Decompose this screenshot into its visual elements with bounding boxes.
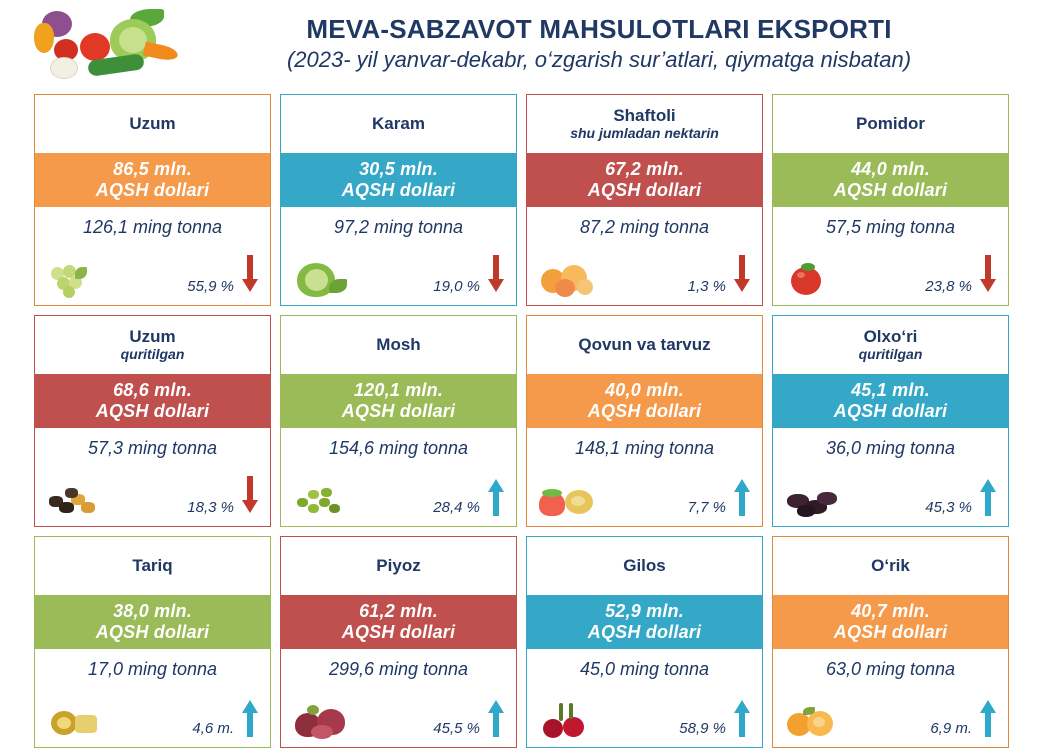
card-volume: 57,3 ming tonna [87, 437, 218, 458]
card-value-currency: AQSH dollari [95, 622, 210, 642]
card-title-main: Uzum [129, 114, 176, 134]
card-value-amount: 44,0 mln. [851, 158, 930, 179]
card-value-amount: 40,0 mln. [605, 379, 684, 400]
card-title-main: Karam [372, 114, 425, 134]
card-change-value: 28,4 % [433, 499, 480, 516]
card-volume: 57,5 ming tonna [825, 216, 956, 237]
card-title-main: Piyoz [376, 556, 421, 576]
raisins-icon [45, 480, 107, 520]
card-title-main: Gilos [623, 556, 666, 576]
card-title [35, 316, 270, 374]
card-title-main: Uzum [129, 327, 176, 347]
product-card-olxori-quritilgan [772, 315, 1009, 527]
arrow-up-icon [488, 697, 504, 737]
product-card-karam [280, 94, 517, 306]
card-title [527, 316, 762, 374]
product-card-pomidor [772, 94, 1009, 306]
card-value-band [527, 595, 762, 649]
arrow-down-icon [242, 255, 258, 295]
card-title-sub: quritilgan [858, 346, 923, 363]
card-value-band [281, 595, 516, 649]
card-title [281, 537, 516, 595]
header-text [184, 15, 1044, 74]
card-value-amount: 52,9 mln. [605, 600, 684, 621]
card-bottom [281, 689, 516, 747]
page-title: MEVA-SABZAVOT MAHSULOTLARI EKSPORTI [306, 13, 892, 44]
card-bottom [35, 468, 270, 526]
cherry-icon [537, 701, 599, 741]
card-volume: 36,0 ming tonna [825, 437, 956, 458]
card-title [281, 316, 516, 374]
card-value-amount: 45,1 mln. [851, 379, 930, 400]
peach-icon [537, 259, 599, 299]
arrow-up-icon [734, 476, 750, 516]
card-change-value: 7,7 % [687, 499, 726, 516]
dried-plum-icon [783, 480, 845, 520]
product-card-orik [772, 536, 1009, 748]
card-title-sub: quritilgan [120, 346, 185, 363]
product-card-tariq [34, 536, 271, 748]
card-change-value: 45,3 % [925, 499, 972, 516]
apricot-icon [783, 701, 845, 741]
tomato-icon [783, 259, 845, 299]
card-value-band [35, 153, 270, 207]
card-title [773, 537, 1008, 595]
product-card-shaftoli [526, 94, 763, 306]
card-value-currency: AQSH dollari [587, 180, 702, 200]
card-value-currency: AQSH dollari [95, 180, 210, 200]
arrow-down-icon [980, 255, 996, 295]
card-value-amount: 40,7 mln. [851, 600, 930, 621]
card-value-currency: AQSH dollari [95, 401, 210, 421]
card-title [773, 95, 1008, 153]
card-change-value: 23,8 % [925, 278, 972, 295]
card-change-value: 6,9 m. [930, 720, 972, 737]
card-volume: 154,6 ming tonna [328, 437, 469, 458]
card-title-main: Shaftoli [613, 106, 676, 126]
card-volume: 126,1 ming tonna [82, 216, 223, 237]
page-subtitle: (2023- yil yanvar-dekabr, o‘zgarish sur’atlari, qiymatga nisbatan) [286, 46, 912, 72]
card-value-amount: 30,5 mln. [359, 158, 438, 179]
card-value-amount: 120,1 mln. [353, 379, 444, 400]
card-bottom [281, 468, 516, 526]
card-bottom [35, 689, 270, 747]
product-card-mosh [280, 315, 517, 527]
card-change-value: 1,3 % [687, 278, 726, 295]
card-bottom [527, 689, 762, 747]
card-change-value: 45,5 % [433, 720, 480, 737]
card-value-amount: 86,5 mln. [113, 158, 192, 179]
card-bottom [773, 689, 1008, 747]
arrow-up-icon [242, 697, 258, 737]
card-title-main: Pomidor [856, 114, 925, 134]
card-bottom [281, 247, 516, 305]
card-volume: 45,0 ming tonna [579, 658, 710, 679]
card-volume: 17,0 ming tonna [87, 658, 218, 679]
card-change-value: 18,3 % [187, 499, 234, 516]
arrow-down-icon [242, 476, 258, 516]
arrow-down-icon [488, 255, 504, 295]
card-bottom [773, 247, 1008, 305]
grapes-icon [45, 259, 107, 299]
card-title [773, 316, 1008, 374]
card-change-value: 19,0 % [433, 278, 480, 295]
card-volume: 148,1 ming tonna [574, 437, 715, 458]
product-card-uzum-quritilgan [34, 315, 271, 527]
card-change-value: 58,9 % [679, 720, 726, 737]
card-value-amount: 68,6 mln. [113, 379, 192, 400]
card-title [35, 537, 270, 595]
card-bottom [773, 468, 1008, 526]
card-value-band [773, 153, 1008, 207]
card-title [527, 95, 762, 153]
card-bottom [527, 468, 762, 526]
card-title [281, 95, 516, 153]
card-value-band [35, 595, 270, 649]
card-title-main: O‘rik [871, 556, 910, 576]
card-value-amount: 38,0 mln. [113, 600, 192, 621]
product-card-uzum [34, 94, 271, 306]
card-value-currency: AQSH dollari [833, 401, 948, 421]
card-bottom [527, 247, 762, 305]
onion-icon [291, 701, 353, 741]
card-value-band [773, 374, 1008, 428]
card-title-main: Qovun va tarvuz [578, 335, 711, 355]
millet-icon [45, 701, 107, 741]
card-value-band [527, 153, 762, 207]
card-title [527, 537, 762, 595]
card-title-main: Olxo‘ri [863, 327, 918, 347]
card-title-main: Mosh [376, 335, 421, 355]
card-volume: 299,6 ming tonna [328, 658, 469, 679]
arrow-up-icon [734, 697, 750, 737]
header [0, 0, 1044, 88]
card-value-currency: AQSH dollari [341, 622, 456, 642]
product-card-piyoz [280, 536, 517, 748]
card-value-band [35, 374, 270, 428]
card-value-currency: AQSH dollari [341, 180, 456, 200]
arrow-up-icon [488, 476, 504, 516]
card-volume: 87,2 ming tonna [579, 216, 710, 237]
card-value-amount: 67,2 mln. [605, 158, 684, 179]
card-value-currency: AQSH dollari [833, 180, 948, 200]
card-title-main: Tariq [132, 556, 173, 576]
card-value-band [281, 153, 516, 207]
mung-bean-icon [291, 480, 353, 520]
cards-grid [34, 94, 1010, 748]
card-value-currency: AQSH dollari [587, 401, 702, 421]
card-change-value: 55,9 % [187, 278, 234, 295]
arrow-down-icon [734, 255, 750, 295]
card-value-band [527, 374, 762, 428]
card-title-sub: shu jumladan nektarin [570, 125, 719, 142]
arrow-up-icon [980, 476, 996, 516]
card-value-currency: AQSH dollari [341, 401, 456, 421]
product-card-qovun-va-tarvuz [526, 315, 763, 527]
product-card-gilos [526, 536, 763, 748]
arrow-up-icon [980, 697, 996, 737]
card-value-amount: 61,2 mln. [359, 600, 438, 621]
card-title [35, 95, 270, 153]
fruits-vegetables-illustration [34, 5, 184, 83]
card-value-band [773, 595, 1008, 649]
card-value-currency: AQSH dollari [833, 622, 948, 642]
card-bottom [35, 247, 270, 305]
card-volume: 63,0 ming tonna [825, 658, 956, 679]
cabbage-icon [291, 259, 353, 299]
card-volume: 97,2 ming tonna [333, 216, 464, 237]
card-change-value: 4,6 m. [192, 720, 234, 737]
card-value-currency: AQSH dollari [587, 622, 702, 642]
card-value-band [281, 374, 516, 428]
melon-watermelon-icon [537, 480, 599, 520]
